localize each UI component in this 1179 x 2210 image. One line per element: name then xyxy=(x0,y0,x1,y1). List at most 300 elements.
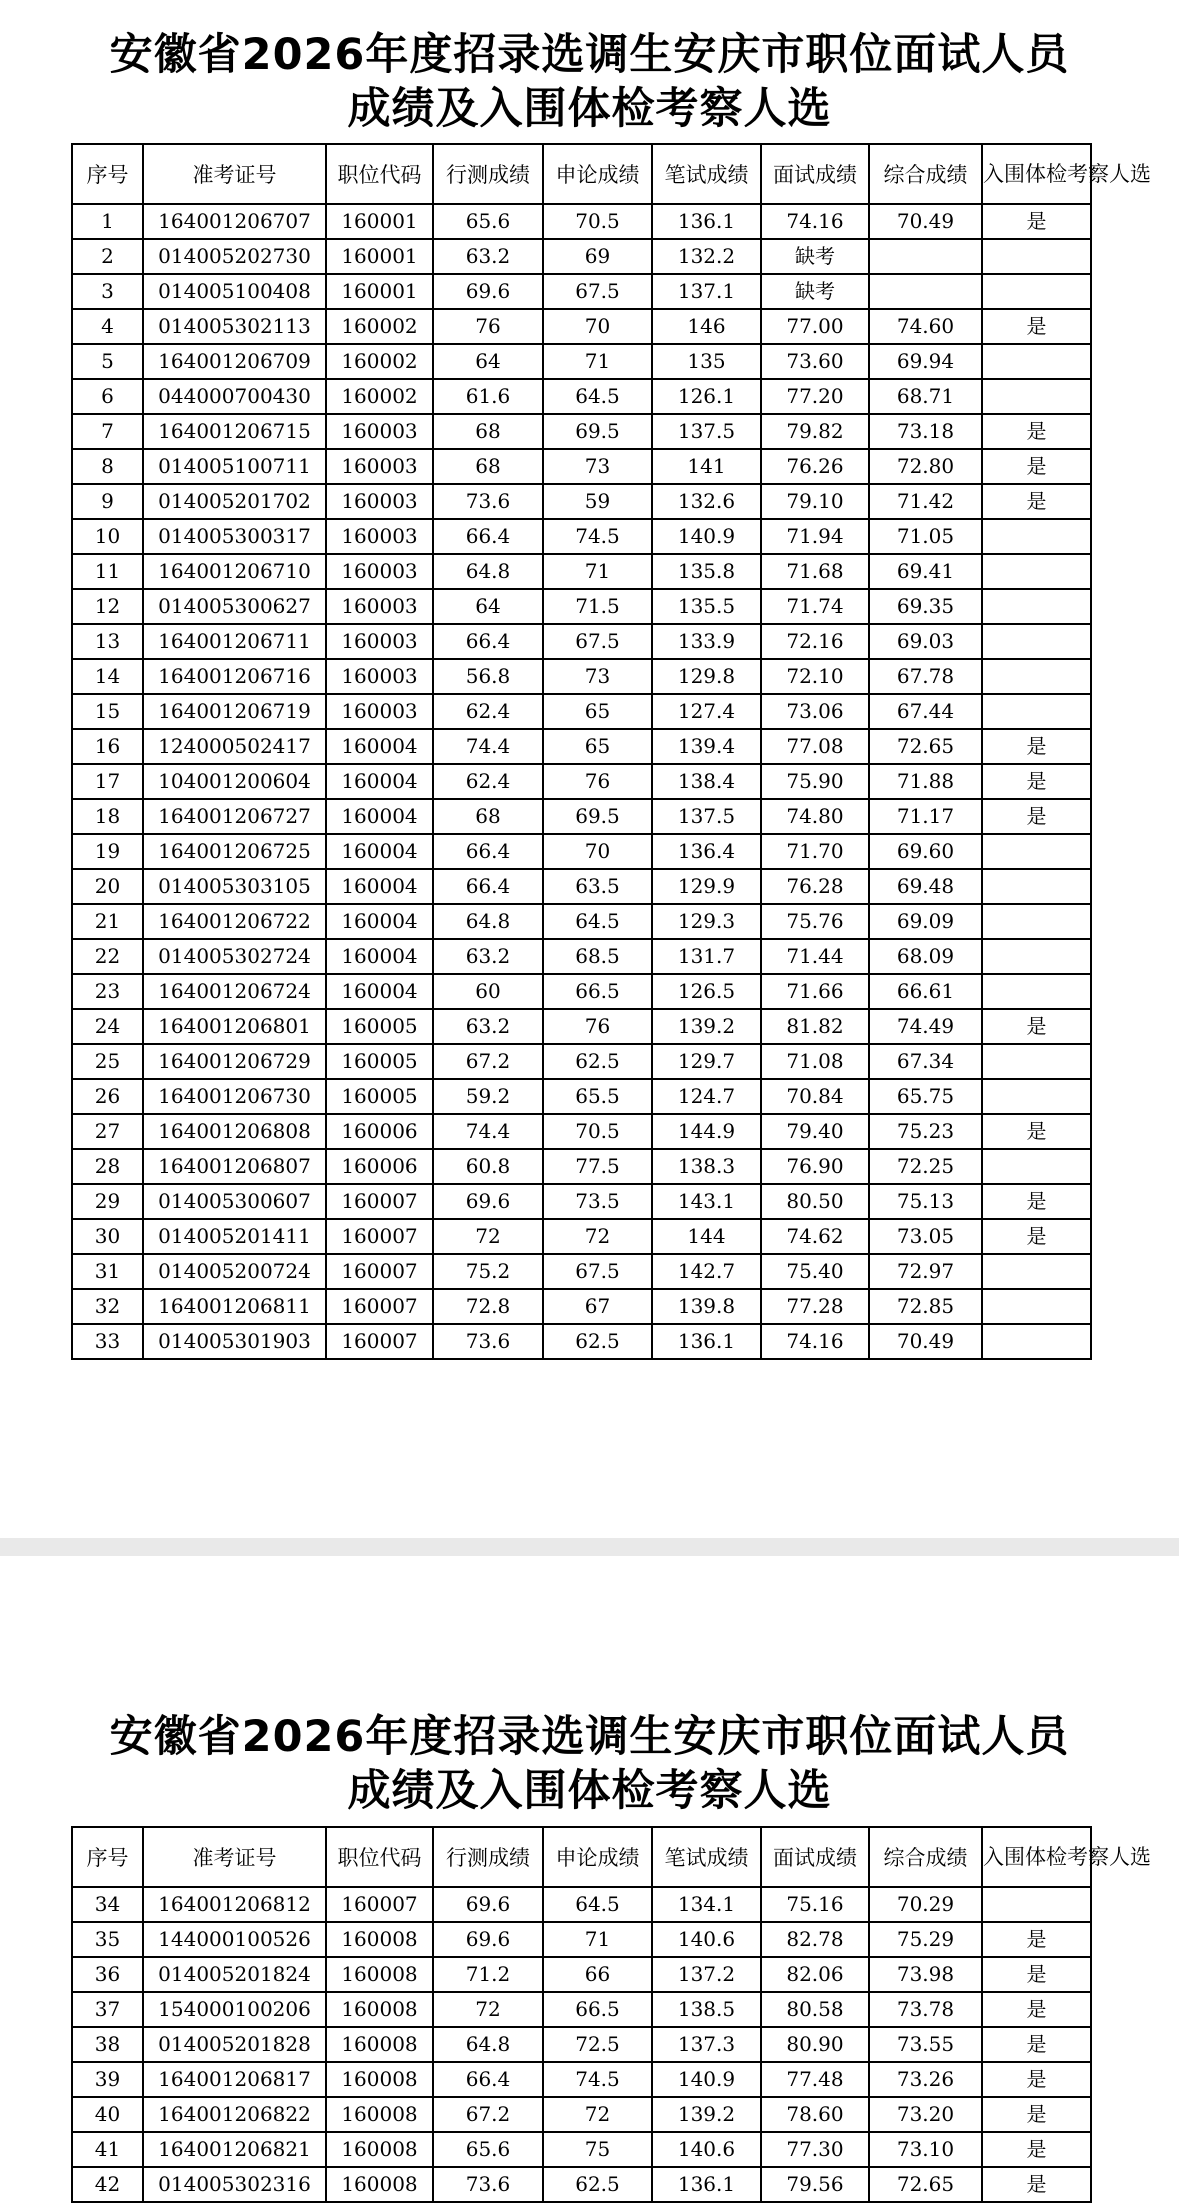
cell-interview-score: 72.10 xyxy=(761,659,869,694)
cell-interview-score: 71.44 xyxy=(761,939,869,974)
cell-aptitude-score: 66.4 xyxy=(433,2062,543,2097)
cell-written-score: 126.1 xyxy=(652,379,761,414)
cell-aptitude-score: 64 xyxy=(433,344,543,379)
cell-written-score: 135.5 xyxy=(652,589,761,624)
cell-aptitude-score: 66.4 xyxy=(433,624,543,659)
cell-overall-score: 74.49 xyxy=(869,1009,982,1044)
cell-written-score: 135 xyxy=(652,344,761,379)
cell-shortlist-flag: 是 xyxy=(982,309,1091,344)
cell-essay-score: 65.5 xyxy=(543,1079,652,1114)
table-row xyxy=(72,1184,1091,1219)
cell-aptitude-score: 59.2 xyxy=(433,1079,543,1114)
column-header-essay-score: 申论成绩 xyxy=(543,144,652,204)
cell-row-number: 13 xyxy=(72,624,143,659)
cell-interview-score: 78.60 xyxy=(761,2097,869,2132)
cell-essay-score: 71.5 xyxy=(543,589,652,624)
cell-interview-score: 77.00 xyxy=(761,309,869,344)
cell-exam-ticket-number: 014005300627 xyxy=(143,589,326,624)
cell-exam-ticket-number: 014005300317 xyxy=(143,519,326,554)
cell-interview-score: 缺考 xyxy=(761,274,869,309)
cell-position-code: 160008 xyxy=(326,1992,433,2027)
cell-exam-ticket-number: 154000100206 xyxy=(143,1992,326,2027)
cell-aptitude-score: 73.6 xyxy=(433,1324,543,1359)
cell-interview-score: 77.20 xyxy=(761,379,869,414)
column-header-overall-score: 综合成绩 xyxy=(869,1827,982,1887)
cell-exam-ticket-number: 164001206722 xyxy=(143,904,326,939)
table-row xyxy=(72,1219,1091,1254)
cell-position-code: 160003 xyxy=(326,659,433,694)
cell-overall-score: 66.61 xyxy=(869,974,982,1009)
cell-aptitude-score: 71.2 xyxy=(433,1957,543,1992)
cell-written-score: 140.6 xyxy=(652,2132,761,2167)
cell-interview-score: 71.70 xyxy=(761,834,869,869)
cell-exam-ticket-number: 014005201824 xyxy=(143,1957,326,1992)
cell-essay-score: 74.5 xyxy=(543,2062,652,2097)
cell-written-score: 129.7 xyxy=(652,1044,761,1079)
page-title xyxy=(0,28,1179,136)
cell-interview-score: 缺考 xyxy=(761,239,869,274)
cell-interview-score: 79.10 xyxy=(761,484,869,519)
cell-essay-score: 71 xyxy=(543,1922,652,1957)
cell-interview-score: 70.84 xyxy=(761,1079,869,1114)
cell-interview-score: 76.28 xyxy=(761,869,869,904)
cell-overall-score: 74.60 xyxy=(869,309,982,344)
cell-shortlist-flag xyxy=(982,239,1091,274)
table-row xyxy=(72,484,1091,519)
cell-interview-score: 79.56 xyxy=(761,2167,869,2202)
cell-row-number: 26 xyxy=(72,1079,143,1114)
cell-written-score: 136.1 xyxy=(652,204,761,239)
cell-row-number: 8 xyxy=(72,449,143,484)
cell-essay-score: 73 xyxy=(543,449,652,484)
cell-overall-score: 70.49 xyxy=(869,1324,982,1359)
header-row xyxy=(72,1827,1091,1887)
cell-exam-ticket-number: 164001206724 xyxy=(143,974,326,1009)
cell-interview-score: 73.60 xyxy=(761,344,869,379)
cell-essay-score: 69 xyxy=(543,239,652,274)
cell-essay-score: 76 xyxy=(543,1009,652,1044)
cell-aptitude-score: 73.6 xyxy=(433,2167,543,2202)
cell-overall-score: 75.29 xyxy=(869,1922,982,1957)
cell-essay-score: 73.5 xyxy=(543,1184,652,1219)
cell-essay-score: 70 xyxy=(543,834,652,869)
cell-written-score: 132.2 xyxy=(652,239,761,274)
cell-essay-score: 72 xyxy=(543,2097,652,2132)
cell-position-code: 160005 xyxy=(326,1009,433,1044)
table-row xyxy=(72,869,1091,904)
cell-essay-score: 70.5 xyxy=(543,1114,652,1149)
cell-position-code: 160003 xyxy=(326,589,433,624)
cell-exam-ticket-number: 164001206730 xyxy=(143,1079,326,1114)
cell-essay-score: 77.5 xyxy=(543,1149,652,1184)
cell-exam-ticket-number: 164001206807 xyxy=(143,1149,326,1184)
cell-row-number: 34 xyxy=(72,1887,143,1922)
cell-aptitude-score: 72 xyxy=(433,1992,543,2027)
cell-shortlist-flag: 是 xyxy=(982,729,1091,764)
table-row xyxy=(72,659,1091,694)
column-header-position-code: 职位代码 xyxy=(326,1827,433,1887)
column-header-shortlist-flag: 入围体检考察人选 xyxy=(982,1827,1091,1887)
cell-overall-score: 73.26 xyxy=(869,2062,982,2097)
table-row xyxy=(72,799,1091,834)
table-row xyxy=(72,1009,1091,1044)
cell-aptitude-score: 74.4 xyxy=(433,1114,543,1149)
cell-shortlist-flag xyxy=(982,1289,1091,1324)
cell-shortlist-flag: 是 xyxy=(982,414,1091,449)
cell-aptitude-score: 69.6 xyxy=(433,1184,543,1219)
column-header-shortlist-flag: 入围体检考察人选 xyxy=(982,144,1091,204)
table-header xyxy=(72,144,1151,204)
table-row xyxy=(72,939,1091,974)
cell-overall-score: 69.09 xyxy=(869,904,982,939)
cell-position-code: 160001 xyxy=(326,239,433,274)
cell-essay-score: 70.5 xyxy=(543,204,652,239)
cell-written-score: 140.9 xyxy=(652,2062,761,2097)
cell-interview-score: 71.94 xyxy=(761,519,869,554)
cell-overall-score: 67.44 xyxy=(869,694,982,729)
cell-aptitude-score: 68 xyxy=(433,449,543,484)
cell-position-code: 160004 xyxy=(326,764,433,799)
cell-interview-score: 81.82 xyxy=(761,1009,869,1044)
cell-shortlist-flag xyxy=(982,274,1091,309)
cell-essay-score: 63.5 xyxy=(543,869,652,904)
table-header xyxy=(72,1827,1151,1887)
cell-row-number: 33 xyxy=(72,1324,143,1359)
title-line-1: 安徽省2026年度招录选调生安庆市职位面试人员 xyxy=(109,30,1070,80)
cell-position-code: 160007 xyxy=(326,1219,433,1254)
cell-overall-score: 72.25 xyxy=(869,1149,982,1184)
cell-exam-ticket-number: 014005202730 xyxy=(143,239,326,274)
cell-position-code: 160004 xyxy=(326,974,433,1009)
cell-written-score: 132.6 xyxy=(652,484,761,519)
cell-overall-score: 72.85 xyxy=(869,1289,982,1324)
cell-aptitude-score: 73.6 xyxy=(433,484,543,519)
cell-position-code: 160003 xyxy=(326,694,433,729)
cell-written-score: 142.7 xyxy=(652,1254,761,1289)
table-row xyxy=(72,1324,1091,1359)
cell-position-code: 160007 xyxy=(326,1184,433,1219)
cell-row-number: 42 xyxy=(72,2167,143,2202)
cell-overall-score: 70.49 xyxy=(869,204,982,239)
cell-written-score: 136.1 xyxy=(652,1324,761,1359)
cell-overall-score: 72.80 xyxy=(869,449,982,484)
table-row xyxy=(72,344,1091,379)
cell-exam-ticket-number: 014005201828 xyxy=(143,2027,326,2062)
cell-written-score: 134.1 xyxy=(652,1887,761,1922)
cell-shortlist-flag: 是 xyxy=(982,449,1091,484)
column-header-written-score: 笔试成绩 xyxy=(652,1827,761,1887)
cell-written-score: 146 xyxy=(652,309,761,344)
cell-shortlist-flag: 是 xyxy=(982,204,1091,239)
cell-position-code: 160004 xyxy=(326,799,433,834)
column-header-row-number: 序号 xyxy=(72,1827,143,1887)
cell-interview-score: 71.74 xyxy=(761,589,869,624)
table-body xyxy=(72,1887,1091,2202)
cell-interview-score: 77.08 xyxy=(761,729,869,764)
cell-interview-score: 80.58 xyxy=(761,1992,869,2027)
cell-interview-score: 82.78 xyxy=(761,1922,869,1957)
cell-exam-ticket-number: 124000502417 xyxy=(143,729,326,764)
cell-position-code: 160004 xyxy=(326,904,433,939)
cell-row-number: 17 xyxy=(72,764,143,799)
table-row xyxy=(72,449,1091,484)
cell-interview-score: 72.16 xyxy=(761,624,869,659)
table-row xyxy=(72,2132,1091,2167)
cell-written-score: 129.3 xyxy=(652,904,761,939)
cell-overall-score: 73.55 xyxy=(869,2027,982,2062)
cell-exam-ticket-number: 104001200604 xyxy=(143,764,326,799)
cell-aptitude-score: 64 xyxy=(433,589,543,624)
cell-shortlist-flag xyxy=(982,519,1091,554)
cell-row-number: 2 xyxy=(72,239,143,274)
cell-row-number: 41 xyxy=(72,2132,143,2167)
cell-interview-score: 77.30 xyxy=(761,2132,869,2167)
cell-position-code: 160006 xyxy=(326,1114,433,1149)
cell-aptitude-score: 64.8 xyxy=(433,904,543,939)
cell-written-score: 144.9 xyxy=(652,1114,761,1149)
cell-aptitude-score: 68 xyxy=(433,799,543,834)
cell-row-number: 11 xyxy=(72,554,143,589)
cell-essay-score: 76 xyxy=(543,764,652,799)
cell-written-score: 136.4 xyxy=(652,834,761,869)
cell-written-score: 140.6 xyxy=(652,1922,761,1957)
cell-essay-score: 62.5 xyxy=(543,1044,652,1079)
cell-row-number: 7 xyxy=(72,414,143,449)
cell-exam-ticket-number: 014005300607 xyxy=(143,1184,326,1219)
results-table xyxy=(71,143,1151,1360)
cell-position-code: 160002 xyxy=(326,344,433,379)
cell-essay-score: 73 xyxy=(543,659,652,694)
cell-shortlist-flag xyxy=(982,589,1091,624)
cell-overall-score: 73.05 xyxy=(869,1219,982,1254)
cell-overall-score: 67.34 xyxy=(869,1044,982,1079)
cell-shortlist-flag: 是 xyxy=(982,1219,1091,1254)
cell-interview-score: 76.90 xyxy=(761,1149,869,1184)
cell-row-number: 20 xyxy=(72,869,143,904)
column-header-written-score: 笔试成绩 xyxy=(652,144,761,204)
cell-essay-score: 72 xyxy=(543,1219,652,1254)
cell-row-number: 39 xyxy=(72,2062,143,2097)
column-header-essay-score: 申论成绩 xyxy=(543,1827,652,1887)
cell-position-code: 160003 xyxy=(326,484,433,519)
cell-overall-score: 72.65 xyxy=(869,729,982,764)
cell-row-number: 3 xyxy=(72,274,143,309)
cell-overall-score: 71.17 xyxy=(869,799,982,834)
cell-position-code: 160008 xyxy=(326,2132,433,2167)
cell-essay-score: 71 xyxy=(543,554,652,589)
cell-row-number: 24 xyxy=(72,1009,143,1044)
cell-row-number: 31 xyxy=(72,1254,143,1289)
table-row xyxy=(72,694,1091,729)
cell-position-code: 160008 xyxy=(326,2027,433,2062)
cell-essay-score: 69.5 xyxy=(543,414,652,449)
cell-interview-score: 77.48 xyxy=(761,2062,869,2097)
cell-row-number: 32 xyxy=(72,1289,143,1324)
cell-shortlist-flag xyxy=(982,1254,1091,1289)
cell-shortlist-flag: 是 xyxy=(982,764,1091,799)
column-header-exam-ticket-number: 准考证号 xyxy=(143,1827,326,1887)
cell-shortlist-flag xyxy=(982,1324,1091,1359)
table-row xyxy=(72,1114,1091,1149)
cell-exam-ticket-number: 044000700430 xyxy=(143,379,326,414)
cell-essay-score: 67 xyxy=(543,1289,652,1324)
cell-overall-score: 69.60 xyxy=(869,834,982,869)
cell-essay-score: 64.5 xyxy=(543,379,652,414)
cell-exam-ticket-number: 014005100408 xyxy=(143,274,326,309)
cell-exam-ticket-number: 164001206711 xyxy=(143,624,326,659)
cell-aptitude-score: 65.6 xyxy=(433,2132,543,2167)
title-line-2: 成绩及入围体检考察人选 xyxy=(347,1766,832,1816)
cell-written-score: 137.2 xyxy=(652,1957,761,1992)
table-row xyxy=(72,309,1091,344)
cell-essay-score: 70 xyxy=(543,309,652,344)
cell-overall-score: 70.29 xyxy=(869,1887,982,1922)
cell-shortlist-flag xyxy=(982,1044,1091,1079)
cell-shortlist-flag: 是 xyxy=(982,1992,1091,2027)
table-row xyxy=(72,1992,1091,2027)
cell-interview-score: 74.16 xyxy=(761,204,869,239)
cell-exam-ticket-number: 164001206710 xyxy=(143,554,326,589)
cell-row-number: 15 xyxy=(72,694,143,729)
cell-aptitude-score: 65.6 xyxy=(433,204,543,239)
cell-position-code: 160004 xyxy=(326,834,433,869)
cell-overall-score: 75.23 xyxy=(869,1114,982,1149)
cell-position-code: 160004 xyxy=(326,729,433,764)
cell-overall-score: 73.78 xyxy=(869,1992,982,2027)
cell-row-number: 5 xyxy=(72,344,143,379)
cell-shortlist-flag xyxy=(982,1079,1091,1114)
cell-written-score: 137.3 xyxy=(652,2027,761,2062)
cell-shortlist-flag xyxy=(982,1887,1091,1922)
cell-written-score: 140.9 xyxy=(652,519,761,554)
header-row xyxy=(72,144,1091,204)
cell-exam-ticket-number: 014005200724 xyxy=(143,1254,326,1289)
cell-aptitude-score: 56.8 xyxy=(433,659,543,694)
cell-exam-ticket-number: 164001206707 xyxy=(143,204,326,239)
column-header-aptitude-score: 行测成绩 xyxy=(433,144,543,204)
cell-overall-score: 73.10 xyxy=(869,2132,982,2167)
results-table xyxy=(71,1826,1151,2203)
cell-row-number: 37 xyxy=(72,1992,143,2027)
cell-overall-score: 75.13 xyxy=(869,1184,982,1219)
cell-position-code: 160003 xyxy=(326,519,433,554)
cell-interview-score: 74.80 xyxy=(761,799,869,834)
cell-written-score: 138.4 xyxy=(652,764,761,799)
cell-row-number: 14 xyxy=(72,659,143,694)
cell-written-score: 135.8 xyxy=(652,554,761,589)
cell-written-score: 129.8 xyxy=(652,659,761,694)
cell-shortlist-flag xyxy=(982,1149,1091,1184)
cell-essay-score: 66 xyxy=(543,1957,652,1992)
cell-aptitude-score: 69.6 xyxy=(433,1922,543,1957)
table-row xyxy=(72,379,1091,414)
table-row xyxy=(72,1079,1091,1114)
cell-shortlist-flag xyxy=(982,624,1091,659)
cell-interview-score: 75.40 xyxy=(761,1254,869,1289)
cell-interview-score: 73.06 xyxy=(761,694,869,729)
cell-overall-score: 71.88 xyxy=(869,764,982,799)
cell-position-code: 160005 xyxy=(326,1044,433,1079)
cell-aptitude-score: 66.4 xyxy=(433,834,543,869)
cell-row-number: 1 xyxy=(72,204,143,239)
table-row xyxy=(72,589,1091,624)
cell-position-code: 160006 xyxy=(326,1149,433,1184)
cell-written-score: 137.1 xyxy=(652,274,761,309)
cell-written-score: 129.9 xyxy=(652,869,761,904)
column-header-aptitude-score: 行测成绩 xyxy=(433,1827,543,1887)
cell-exam-ticket-number: 014005302113 xyxy=(143,309,326,344)
cell-shortlist-flag xyxy=(982,904,1091,939)
cell-shortlist-flag: 是 xyxy=(982,484,1091,519)
cell-essay-score: 71 xyxy=(543,344,652,379)
cell-exam-ticket-number: 014005302316 xyxy=(143,2167,326,2202)
cell-essay-score: 59 xyxy=(543,484,652,519)
cell-exam-ticket-number: 014005302724 xyxy=(143,939,326,974)
cell-position-code: 160003 xyxy=(326,624,433,659)
cell-aptitude-score: 63.2 xyxy=(433,939,543,974)
cell-aptitude-score: 60 xyxy=(433,974,543,1009)
cell-written-score: 126.5 xyxy=(652,974,761,1009)
cell-essay-score: 67.5 xyxy=(543,274,652,309)
cell-row-number: 4 xyxy=(72,309,143,344)
cell-exam-ticket-number: 164001206716 xyxy=(143,659,326,694)
cell-written-score: 143.1 xyxy=(652,1184,761,1219)
cell-exam-ticket-number: 164001206808 xyxy=(143,1114,326,1149)
cell-interview-score: 74.16 xyxy=(761,1324,869,1359)
cell-overall-score: 73.20 xyxy=(869,2097,982,2132)
cell-overall-score: 69.94 xyxy=(869,344,982,379)
table-row xyxy=(72,1044,1091,1079)
cell-overall-score: 71.05 xyxy=(869,519,982,554)
cell-shortlist-flag: 是 xyxy=(982,1184,1091,1219)
cell-aptitude-score: 72 xyxy=(433,1219,543,1254)
cell-interview-score: 71.66 xyxy=(761,974,869,1009)
cell-overall-score: 68.71 xyxy=(869,379,982,414)
cell-position-code: 160002 xyxy=(326,309,433,344)
cell-shortlist-flag: 是 xyxy=(982,1009,1091,1044)
cell-row-number: 38 xyxy=(72,2027,143,2062)
title-line-1: 安徽省2026年度招录选调生安庆市职位面试人员 xyxy=(109,1712,1070,1762)
cell-aptitude-score: 76 xyxy=(433,309,543,344)
column-header-overall-score: 综合成绩 xyxy=(869,144,982,204)
table-row xyxy=(72,1922,1091,1957)
column-header-interview-score: 面试成绩 xyxy=(761,144,869,204)
cell-shortlist-flag: 是 xyxy=(982,2132,1091,2167)
cell-written-score: 137.5 xyxy=(652,799,761,834)
cell-shortlist-flag: 是 xyxy=(982,2027,1091,2062)
table-body xyxy=(72,204,1091,1359)
cell-shortlist-flag xyxy=(982,694,1091,729)
table-row xyxy=(72,239,1091,274)
cell-overall-score: 65.75 xyxy=(869,1079,982,1114)
cell-shortlist-flag xyxy=(982,869,1091,904)
cell-row-number: 40 xyxy=(72,2097,143,2132)
cell-essay-score: 65 xyxy=(543,694,652,729)
cell-interview-score: 82.06 xyxy=(761,1957,869,1992)
cell-exam-ticket-number: 164001206811 xyxy=(143,1289,326,1324)
page-title xyxy=(0,1710,1179,1818)
cell-interview-score: 75.76 xyxy=(761,904,869,939)
cell-exam-ticket-number: 164001206817 xyxy=(143,2062,326,2097)
cell-overall-score: 73.98 xyxy=(869,1957,982,1992)
cell-shortlist-flag: 是 xyxy=(982,2167,1091,2202)
column-header-interview-score: 面试成绩 xyxy=(761,1827,869,1887)
cell-row-number: 36 xyxy=(72,1957,143,1992)
cell-position-code: 160005 xyxy=(326,1079,433,1114)
cell-exam-ticket-number: 164001206715 xyxy=(143,414,326,449)
cell-written-score: 144 xyxy=(652,1219,761,1254)
table-row xyxy=(72,204,1091,239)
